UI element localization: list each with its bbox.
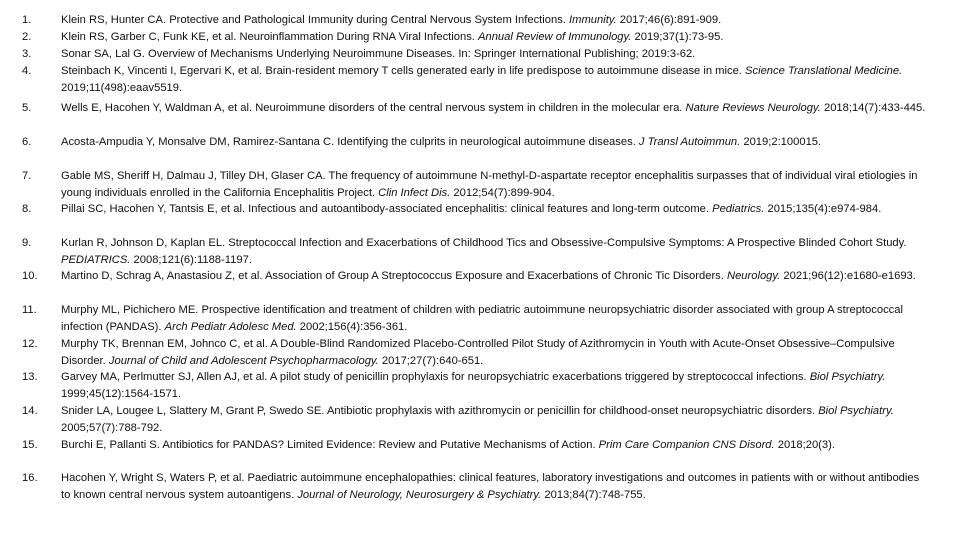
reference-text bbox=[61, 336, 931, 370]
reference-number: 16. bbox=[22, 472, 38, 484]
reference-body: Kurlan R, Johnson D, Kaplan EL. Streptococcal Infection and Exacerbations of Childhood Tics and Obsessive-Compulsive Symptoms: A Prospective Blinded Cohort Study. bbox=[61, 237, 907, 249]
reference-number: 2. bbox=[22, 31, 32, 43]
reference-text bbox=[61, 134, 931, 151]
reference-journal: Clin Infect Dis. bbox=[378, 186, 451, 199]
reference-text bbox=[61, 235, 931, 269]
reference-number: 15. bbox=[22, 439, 38, 451]
reference-text bbox=[61, 470, 931, 504]
reference-body: Wells E, Hacohen Y, Waldman A, et al. Neuroimmune disorders of the central nervous system in children in the molecular era. bbox=[61, 102, 683, 114]
reference-body: Gable MS, Sheriff H, Dalmau J, Tilley DH, Glaser CA. The frequency of autoimmune N-methyl-D-aspartate receptor encephalitis surpasses that of individual viral etiologies in young individuals enrolled in the California Encephalitis Project. bbox=[61, 170, 918, 199]
reference-details: 2005;57(7):788-792. bbox=[61, 421, 163, 434]
reference-number: 8. bbox=[22, 203, 32, 215]
reference-journal: Journal of Child and Adolescent Psychopharmacology. bbox=[108, 354, 379, 367]
reference-text bbox=[61, 29, 931, 46]
reference-journal: Biol Psychiatry. bbox=[809, 371, 886, 383]
reference-number: 13. bbox=[22, 371, 38, 383]
reference-body: Sonar SA, Lal G. Overview of Mechanisms Underlying Neuroimmune Diseases. In: Springer International Publishing; 2019:3-62. bbox=[61, 48, 696, 60]
reference-number: 12. bbox=[22, 338, 38, 350]
reference-text bbox=[61, 46, 931, 63]
reference-body: Hacohen Y, Wright S, Waters P, et al. Paediatric autoimmune encephalopathies: clinical features, laboratory investigations and outcomes in patients with or without antibodies to known central nervous system autoantigens. bbox=[61, 472, 920, 501]
reference-body: Murphy TK, Brennan EM, Johnco C, et al. A Double-Blind Randomized Placebo-Controlled Pilot Study of Azithromycin in Youth with Acute-Onset Obsessive–Compulsive Disorder. bbox=[61, 338, 895, 367]
reference-journal: Science Translational Medicine. bbox=[745, 65, 903, 77]
reference-journal: Neurology. bbox=[727, 270, 781, 282]
reference-number: 11. bbox=[22, 304, 37, 316]
reference-number: 1. bbox=[22, 14, 32, 26]
reference-body: Garvey MA, Perlmutter SJ, Allen AJ, et al. A pilot study of penicillin prophylaxis for neuropsychiatric exacerbations triggered by streptococcal infections. bbox=[61, 371, 807, 383]
reference-text bbox=[61, 437, 931, 454]
reference-journal: Journal of Neurology, Neurosurgery & Psychiatry. bbox=[297, 488, 542, 501]
reference-details: 2019;11(498):eaav5519. bbox=[61, 81, 183, 94]
reference-body: Burchi E, Pallanti S. Antibiotics for PANDAS? Limited Evidence: Review and Putative Mechanisms of Action. bbox=[61, 439, 596, 451]
reference-number: 10. bbox=[22, 270, 38, 282]
reference-text bbox=[61, 403, 931, 437]
reference-text bbox=[61, 268, 931, 285]
reference-body: Murphy ML, Pichichero ME. Prospective identification and treatment of children with pediatric autoimmune neuropsychiatric disorder associated with group A streptococcal infection (PANDAS). bbox=[61, 304, 903, 333]
reference-details: 2013;84(7):748-755. bbox=[544, 488, 646, 501]
reference-body: Steinbach K, Vincenti I, Egervari K, et al. Brain-resident memory T cells generated early in life predispose to autoimmune disease in mice. bbox=[61, 65, 742, 77]
reference-body: Klein RS, Hunter CA. Protective and Pathological Immunity during Central Nervous System Infections. bbox=[61, 14, 566, 26]
reference-number: 5. bbox=[22, 102, 32, 114]
reference-journal: PEDIATRICS. bbox=[61, 253, 131, 266]
reference-details: 2018;14(7):433-445. bbox=[823, 102, 926, 114]
reference-details: 2015;135(4):e974-984. bbox=[767, 203, 882, 215]
reference-number: 3. bbox=[22, 48, 32, 60]
reference-journal: Immunity. bbox=[569, 14, 617, 26]
reference-journal: Arch Pediatr Adolesc Med. bbox=[164, 320, 297, 333]
reference-details: 2012;54(7):899-904. bbox=[453, 186, 555, 199]
reference-details: 2019;37(1):73-95. bbox=[634, 31, 724, 43]
reference-number: 14. bbox=[22, 405, 38, 417]
reference-journal: Nature Reviews Neurology. bbox=[685, 102, 821, 114]
reference-text bbox=[61, 100, 931, 117]
reference-details: 2019;2:100015. bbox=[743, 136, 822, 148]
reference-details: 1999;45(12):1564-1571. bbox=[61, 387, 182, 400]
reference-details: 2021;96(12):e1680-e1693. bbox=[783, 270, 916, 282]
reference-text bbox=[61, 201, 931, 218]
reference-text bbox=[61, 12, 931, 29]
reference-journal: Annual Review of Immunology. bbox=[478, 31, 632, 43]
reference-journal: Prim Care Companion CNS Disord. bbox=[598, 439, 775, 451]
reference-details: 2008;121(6):1188-1197. bbox=[133, 253, 252, 266]
reference-text bbox=[61, 63, 931, 97]
reference-details: 2018;20(3). bbox=[777, 439, 835, 451]
reference-journal: Biol Psychiatry. bbox=[818, 405, 894, 417]
reference-body: Martino D, Schrag A, Anastasiou Z, et al. Association of Group A Streptococcus Exposure and Exacerbations of Chronic Tic Disorders. bbox=[61, 270, 724, 282]
reference-number: 4. bbox=[22, 65, 32, 77]
reference-details: 2017;27(7):640-651. bbox=[381, 354, 484, 367]
reference-number: 9. bbox=[22, 237, 32, 249]
reference-body: Acosta-Ampudia Y, Monsalve DM, Ramirez-Santana C. Identifying the culprits in neurological autoimmune diseases. bbox=[61, 136, 636, 148]
reference-body: Pillai SC, Hacohen Y, Tantsis E, et al. Infectious and autoantibody-associated encephalitis: clinical features and long-term outcome. bbox=[61, 203, 710, 215]
reference-journal: J Transl Autoimmun. bbox=[638, 136, 741, 148]
reference-body: Snider LA, Lougee L, Slattery M, Grant P, Swedo SE. Antibiotic prophylaxis with azithromycin or penicillin for childhood-onset neuropsychiatric disorders. bbox=[61, 405, 816, 417]
reference-number: 7. bbox=[22, 170, 32, 182]
reference-text bbox=[61, 302, 931, 336]
reference-number: 6. bbox=[22, 136, 32, 148]
reference-details: 2002;156(4):356-361. bbox=[299, 320, 408, 333]
reference-body: Klein RS, Garber C, Funk KE, et al. Neuroinflammation During RNA Viral Infections. bbox=[61, 31, 475, 43]
reference-details: 2017;46(6):891-909. bbox=[619, 14, 722, 26]
reference-text bbox=[61, 168, 931, 202]
reference-text bbox=[61, 369, 931, 403]
reference-journal: Pediatrics. bbox=[712, 203, 765, 215]
